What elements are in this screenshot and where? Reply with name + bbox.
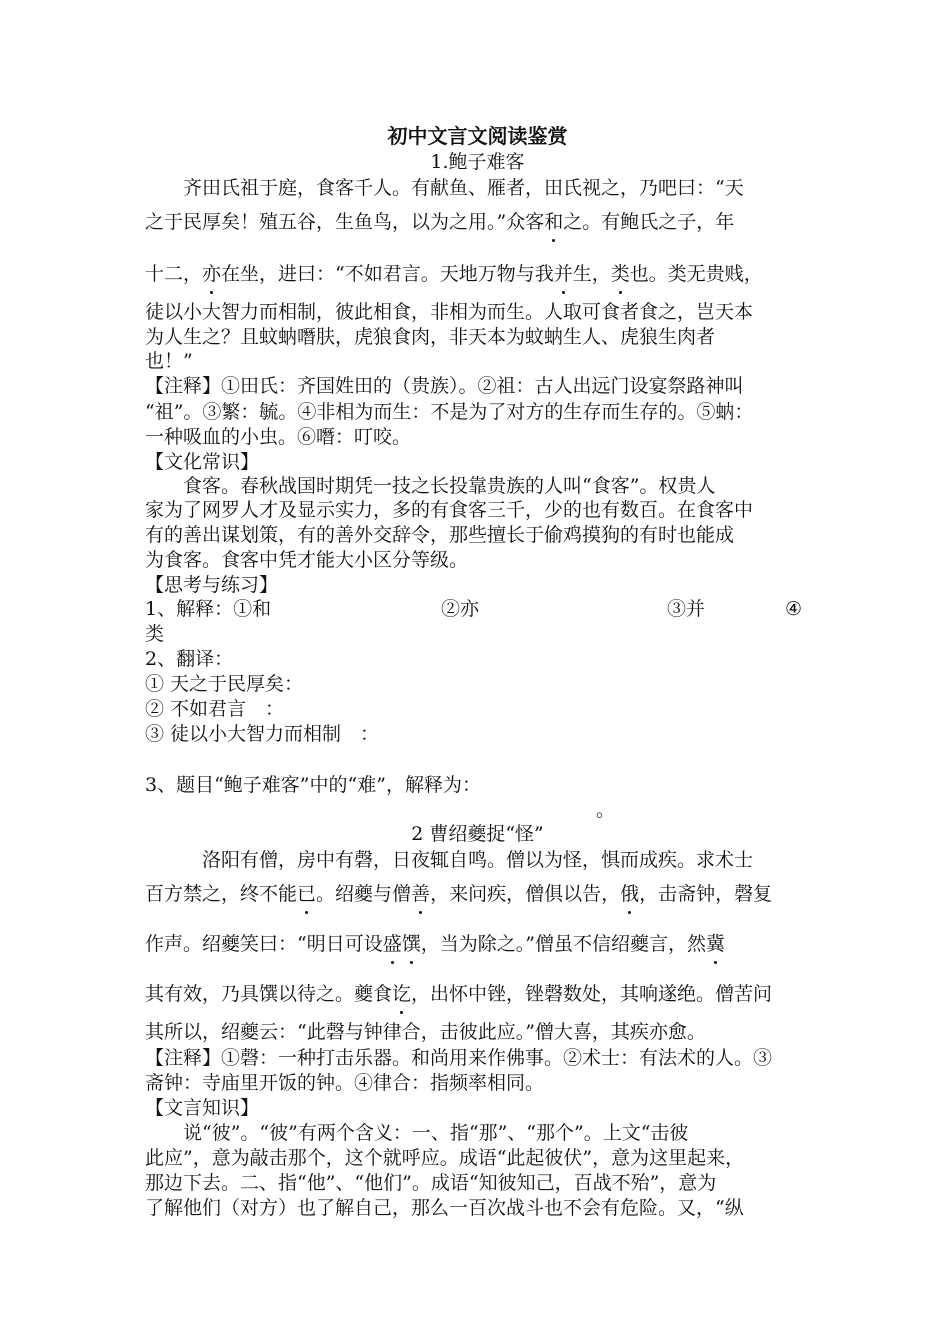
passage-2-line: 其所以，绍夔云：“此磬与钟律合，击彼此应。”僧大喜，其疾亦愈。 [145, 1021, 706, 1043]
question-2-item: ② 不如君言 ： [145, 698, 285, 720]
knowledge-line: 那边下去。二、指“他”、“他们”。成语“知彼知己，百战不殆”，意为 [145, 1172, 717, 1194]
passage-2-line: 其有效，乃具馔以待之。夔食讫，出怀中锉，锉磬数处，其响遂绝。僧苦问 [145, 983, 773, 1005]
passage-2-line: 洛阳有僧，房中有磬，日夜辄自鸣。僧以为怪，惧而成疾。求术士 [145, 849, 754, 871]
culture-line: 食客。春秋战国时期凭一技之长投靠贵族的人叫“食客”。权贵人 [145, 475, 716, 497]
culture-line: 有的善出谋划策，有的善外交辞令，那些擅长于偷鸡摸狗的有时也能成 [145, 524, 735, 546]
passage-2-line: 百方禁之，终不能已。绍夔与僧善，来问疾，僧俱以告，俄，击斋钟，磬复 [145, 883, 773, 905]
knowledge-line: 说“彼”。“彼”有两个含义：一、指“那”、“那个”。上文“击彼 [145, 1122, 689, 1144]
passage-2-line: 作声。绍夔笑曰：“明日可设盛馔，当为除之。”僧虽不信绍夔言，然冀 [145, 933, 725, 955]
document-title: 初中文言文阅读鉴赏 [387, 124, 568, 148]
notes-line: 斋钟：寺庙里开饭的钟。④律合：指频率相同。 [145, 1072, 545, 1094]
culture-line: 家为了网罗人才及显示实力，多的有食客三千，少的也有数百。在食客中 [145, 499, 754, 521]
dotted-char: 和 [544, 211, 564, 233]
notes-line: 【注释】①田氏：齐国姓田的（贵族）。②祖：古人出远门设宴祭路神叫 [145, 375, 744, 397]
knowledge-line: 此应”，意为敲击那个，这个就呼应。成语“此起彼伏”，意为这里起来， [145, 1147, 745, 1169]
dotted-char: 亦 [202, 263, 222, 285]
passage-1-line: 之于民厚矣！殖五谷，生鱼鸟，以为之用。”众客和之。有鲍氏之子，年 [145, 211, 735, 233]
section-2-heading: 2 曹绍夔捉“怪” [411, 823, 544, 845]
practice-heading: 【思考与练习】 [145, 574, 279, 596]
notes-line: “祖”。③繁：毓。④非相为而生：不是为了对方的生存而生存的。⑤蚋： [145, 401, 754, 423]
knowledge-heading: 【文言知识】 [145, 1097, 260, 1119]
question-2-item: ③ 徒以小大智力而相制 ： [145, 723, 380, 745]
culture-heading: 【文化常识】 [145, 451, 260, 473]
passage-1-line: 十二，亦在坐，进曰：“不如君言。天地万物与我并生，类也。类无贵贱， [145, 263, 763, 285]
dotted-char: 馔 [401, 933, 421, 955]
dotted-char: 冀 [705, 933, 725, 955]
passage-1-line: 也！” [145, 350, 193, 372]
question-2-item: ① 天之于民厚矣： [145, 673, 304, 695]
dotted-char: 讫 [392, 983, 412, 1005]
notes-line: 【注释】①磬：一种打击乐器。和尚用来作佛事。②术士：有法术的人。③ [145, 1047, 773, 1069]
answer-end-mark: 。 [596, 799, 616, 821]
section-1-heading: 1.鲍子难客 [430, 151, 525, 173]
passage-1-line: 齐田氏祖于庭，食客千人。有献鱼、雁者，田氏视之，乃吧曰：“天 [145, 177, 744, 199]
passage-1-line: 徒以小大智力而相制，彼此相食，非相为而生。人取可食者食之，岂天本 [145, 301, 754, 323]
notes-line: 一种吸血的小虫。⑥噆：叮咬。 [145, 426, 412, 448]
dotted-char: 俄 [620, 883, 640, 905]
question-1-tail: 类 [145, 623, 165, 645]
culture-line: 为食客。食客中凭才能大小区分等级。 [145, 549, 469, 571]
question-3: 3、题目“鲍子难客”中的“难”，解释为： [145, 774, 481, 796]
question-2: 2、翻译： [145, 648, 234, 670]
question-1: 1、解释：①和 ②亦 ③并 ④ [145, 598, 803, 620]
knowledge-line: 了解他们（对方）也了解自己，那么一百次战斗也不会有危险。又，“纵 [145, 1197, 744, 1219]
passage-1-line: 为人生之？且蚊蚋噆肤，虎狼食肉，非天本为蚊蚋生人、虎狼生肉者 [145, 326, 716, 348]
dotted-char: 善 [411, 883, 431, 905]
dotted-char: 并 [553, 263, 573, 285]
dotted-char: 类 [610, 263, 630, 285]
dotted-char: 已 [297, 883, 317, 905]
dotted-char: 盛 [382, 933, 402, 955]
